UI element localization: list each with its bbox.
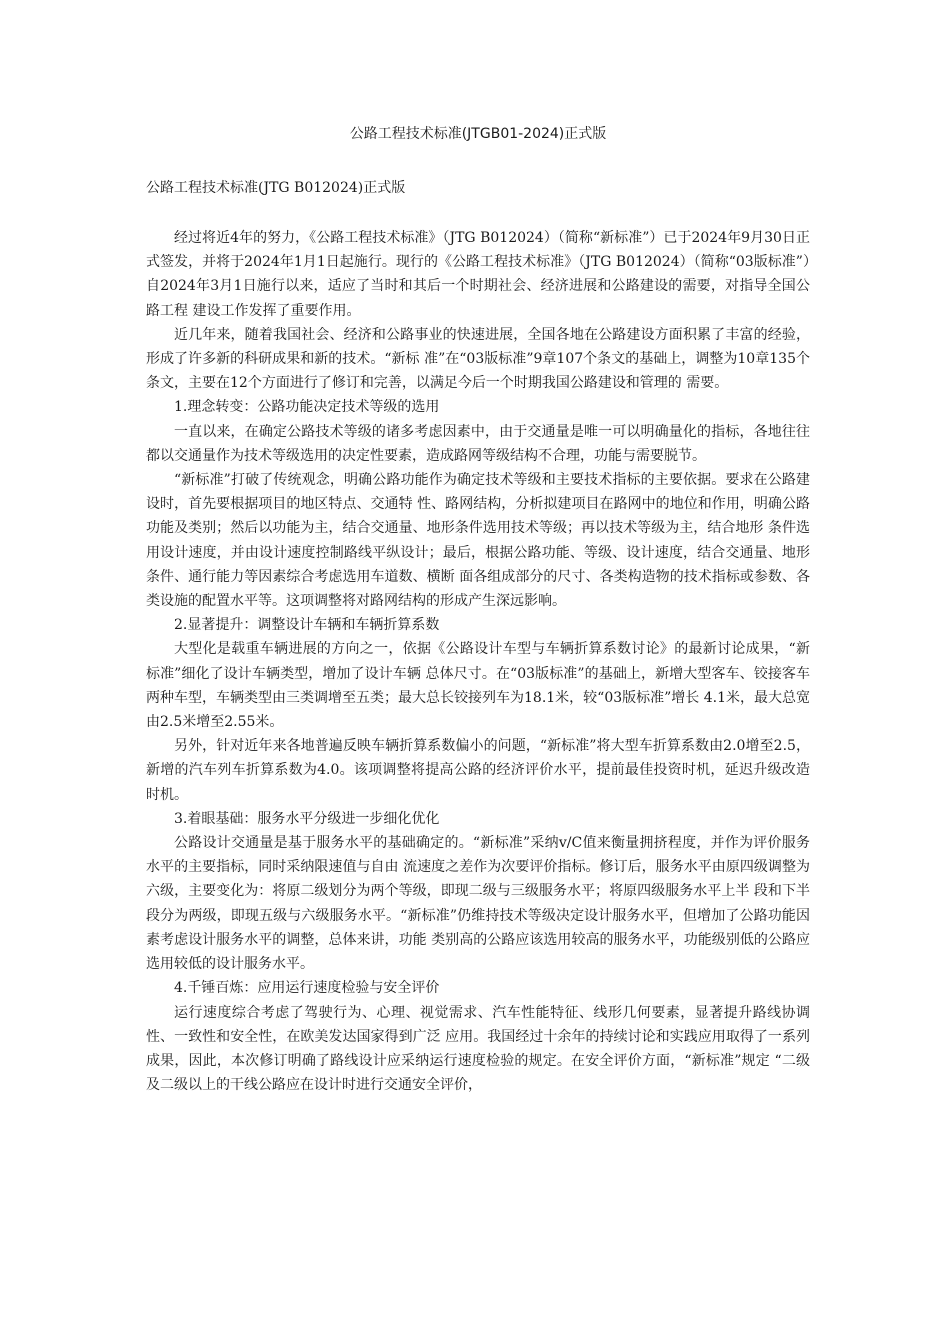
section-heading: 2.显著提升：调整设计车辆和车辆折算系数	[174, 617, 440, 634]
section-heading: 1.理念转变：公路功能决定技术等级的选用	[174, 399, 440, 416]
paragraph: 公路设计交通量是基于服务水平的基础确定的。“新标准”采纳v/C值来衡量拥挤程度，并作为评价服务水平的主要指标，同时采纳限速值与自由 流速度之差作为次要评价指标。修订后，服务水平由原四级调整为六级，主要变化为：将原二级划分为两个等级，即现二级与三级服务水平；将原四级服务水平上半 段和下半段分为两级，即现五级与六级服务水平。“新标准”仍维持技术等级决定设计服务水平，但增加了公路功能因素考虑设计服务水平的调整，总体来讲，功能 类别高的公路应该选用较高的服务水平，功能级别低的公路应选用较低的设计服务水平。	[146, 835, 810, 973]
document-title: 公路工程技术标准(JTGB01-2024)正式版	[349, 126, 607, 142]
paragraph: 近几年来，随着我国社会、经济和公路事业的快速进展，全国各地在公路建设方面积累了丰富的经验，形成了许多新的科研成果和新的技术。“新标 准”在“03版标准”9章107个条文的基础上，调整为10章135个条文，主要在12个方面进行了修订和完善，以满足今后一个时期我国公路建设和管理的 需要。	[146, 326, 810, 392]
document-body	[146, 226, 810, 1097]
paragraph: 另外，针对近年来各地普遍反映车辆折算系数偏小的问题，“新标准”将大型车折算系数由2.0增至2.5，新增的汽车列车折算系数为4.0。该项调整将提高公路的经济评价水平，提前最佳投资时机，延迟升级改造时机。	[146, 738, 810, 803]
paragraph: 经过将近4年的努力，《公路工程技术标准》（JTG B012024）（简称“新标准”）已于2024年9月30日正式签发，并将于2024年1月1日起施行。现行的《公路工程技术标准》（JTG B012024）（简称“03版标准”）自2024年3月1日施行以来，适应了当时和其后一个时期社会、经济进展和公路建设的需要，对指导全国公路工程 建设工作发挥了重要作用。	[146, 230, 810, 319]
paragraph: “新标准”打破了传统观念，明确公路功能作为确定技术等级和主要技术指标的主要依据。要求在公路建设时，首先要根据项目的地区特点、交通特 性、路网结构，分析拟建项目在路网中的地位和作用，明确公路功能及类别；然后以功能为主，结合交通量、地形条件选用技术等级；再以技术等级为主，结合地形 条件选用设计速度，并由设计速度控制路线平纵设计；最后，根据公路功能、等级、设计速度，结合交通量、地形条件、通行能力等因素综合考虑选用车道数、横断 面各组成部分的尺寸、各类构造物的技术指标或参数、各类设施的配置水平等。这项调整将对路网结构的形成产生深远影响。	[146, 472, 810, 610]
paragraph: 大型化是载重车辆进展的方向之一，依据《公路设计车型与车辆折算系数讨论》的最新讨论成果，“新标准”细化了设计车辆类型，增加了设计车辆 总体尺寸。在“03版标准”的基础上，新增大型客车、铰接客车两种车型，车辆类型由三类调增至五类；最大总长铰接列车为18.1米，较“03版标准”增长 4.1米，最大总宽由2.5米增至2.55米。	[146, 641, 811, 731]
section-heading: 3.着眼基础：服务水平分级进一步细化优化	[174, 810, 440, 827]
document-subtitle: 公路工程技术标准(JTG B012024)正式版	[146, 180, 406, 196]
paragraph: 一直以来，在确定公路技术等级的诸多考虑因素中，由于交通量是唯一可以明确量化的指标，各地往往都以交通量作为技术等级选用的决定性要素，造成路网等级结构不合理，功能与需要脱节。	[146, 423, 810, 464]
paragraph: 运行速度综合考虑了驾驶行为、心理、视觉需求、汽车性能特征、线形几何要素，显著提升路线协调性、一致性和安全性，在欧美发达国家得到广泛 应用。我国经过十余年的持续讨论和实践应用取得了一系列成果，因此，本次修订明确了路线设计应采纳运行速度检验的规定。在安全评价方面，“新标准”规定 “二级及二级以上的干线公路应在设计时进行交通安全评价，	[146, 1004, 810, 1094]
section-heading: 4.千锤百炼：应用运行速度检验与安全评价	[174, 980, 440, 997]
